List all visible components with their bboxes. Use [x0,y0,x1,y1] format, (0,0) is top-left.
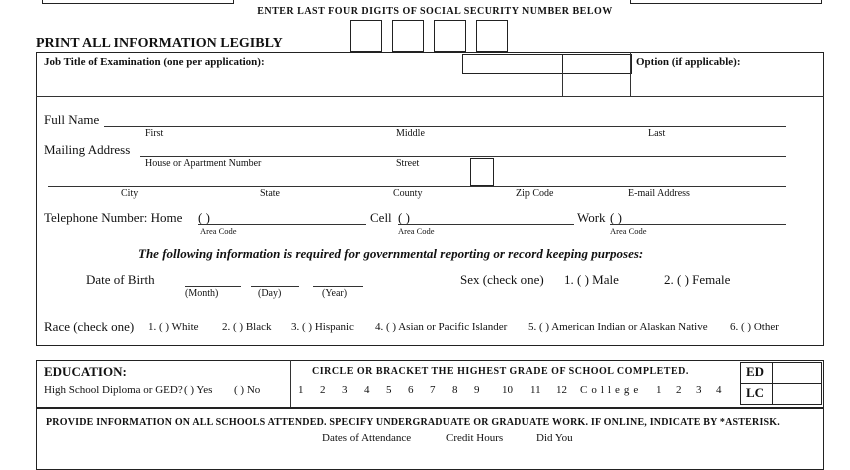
home-area-paren: ( ) [198,210,210,225]
race-option-black[interactable]: 2. ( ) Black [222,321,272,333]
grade-3[interactable]: 3 [342,384,348,396]
dob-month-caption: (Month) [185,288,219,299]
college-year-2[interactable]: 2 [676,384,682,396]
ssn-digit-box[interactable] [434,20,466,52]
dob-year-caption: (Year) [322,288,348,299]
dob-day-field[interactable] [251,272,299,287]
work-phone-field[interactable] [610,210,786,225]
top-right-box [630,0,822,4]
grade-10[interactable]: 10 [502,384,513,396]
cell-label: Cell [370,210,392,225]
dates-of-attendance-header: Dates of Attendance [322,432,412,444]
did-you-header: Did You [536,432,573,444]
high-school-no[interactable]: ( ) No [234,384,261,396]
governmental-notice: The following information is required for governmental reporting or record keeping purposes: [138,246,644,261]
credit-hours-header: Credit Hours [446,432,504,444]
county-caption: County [393,188,423,199]
high-school-question: High School Diploma or GED? [44,384,183,396]
grade-9[interactable]: 9 [474,384,480,396]
grade-11[interactable]: 11 [530,384,541,396]
city-state-field[interactable] [48,172,786,187]
sex-label: Sex (check one) [460,272,544,287]
college-label: College [580,384,643,396]
cell-phone-field[interactable] [398,210,574,225]
dob-year-field[interactable] [313,272,363,287]
race-option-american-indian[interactable]: 5. ( ) American Indian or Alaskan Native [528,321,708,333]
race-option-asian[interactable]: 4. ( ) Asian or Pacific Islander [375,321,508,333]
race-option-hispanic[interactable]: 3. ( ) Hispanic [291,321,354,333]
state-caption: State [260,188,280,199]
print-legibly-heading: PRINT ALL INFORMATION LEGIBLY [36,36,283,51]
dob-month-field[interactable] [185,272,241,287]
home-area-code-caption: Area Code [200,226,237,236]
job-title-box-1[interactable] [462,54,564,74]
college-year-1[interactable]: 1 [656,384,662,396]
first-name-caption: First [145,128,164,139]
top-left-box [42,0,234,4]
telephone-home-label: Telephone Number: Home [44,210,183,225]
street-caption: Street [396,158,420,169]
ed-code-label: ED [746,364,765,379]
date-of-birth-label: Date of Birth [86,272,155,287]
ssn-digit-box[interactable] [476,20,508,52]
college-year-4[interactable]: 4 [716,384,722,396]
last-name-caption: Last [648,128,666,139]
lc-code-label: LC [746,385,765,400]
race-option-white[interactable]: 1. ( ) White [148,321,199,333]
dob-day-caption: (Day) [258,288,282,299]
schools-instruction: PROVIDE INFORMATION ON ALL SCHOOLS ATTENDED. SPECIFY UNDERGRADUATE OR GRADUATE WORK. IF ONLINE, INDICATE BY *ASTERISK. [46,417,780,428]
home-phone-field[interactable] [198,210,366,225]
sex-female-option[interactable]: 2. ( ) Female [664,272,731,287]
mailing-address-field[interactable] [140,142,786,157]
work-area-paren: ( ) [610,210,622,225]
grade-7[interactable]: 7 [430,384,436,396]
sex-male-option[interactable]: 1. ( ) Male [564,272,619,287]
race-option-other[interactable]: 6. ( ) Other [730,321,779,333]
grade-8[interactable]: 8 [452,384,458,396]
work-label: Work [577,210,606,225]
grade-2[interactable]: 2 [320,384,326,396]
mailing-address-label: Mailing Address [44,142,131,157]
job-title-box-2[interactable] [562,54,632,74]
option-divider [630,52,631,96]
option-label: Option (if applicable): [636,56,741,68]
option-divider [562,72,563,96]
education-divider [290,360,291,407]
high-school-yes[interactable]: ( ) Yes [184,384,213,396]
ed-code-entry-box[interactable] [772,362,822,384]
email-caption: E-mail Address [628,188,690,199]
job-title-bottom-rule [36,96,824,97]
grade-1[interactable]: 1 [298,384,304,396]
lc-code-entry-box[interactable] [772,383,822,405]
middle-name-caption: Middle [396,128,425,139]
circle-grade-instruction: CIRCLE OR BRACKET THE HIGHEST GRADE OF SCHOOL COMPLETED. [312,366,689,377]
cell-area-code-caption: Area Code [398,226,435,236]
job-title-label: Job Title of Examination (one per application): [44,56,265,68]
ssn-digit-box[interactable] [350,20,382,52]
zip-code-caption: Zip Code [516,188,554,199]
cell-area-paren: ( ) [398,210,410,225]
house-number-caption: House or Apartment Number [145,158,262,169]
education-title: EDUCATION: [44,364,127,379]
city-caption: City [121,188,139,199]
ssn-digit-box[interactable] [392,20,424,52]
race-label: Race (check one) [44,319,135,334]
ssn-instruction: ENTER LAST FOUR DIGITS OF SOCIAL SECURITY NUMBER BELOW [257,6,613,17]
grade-12[interactable]: 12 [556,384,567,396]
college-year-3[interactable]: 3 [696,384,702,396]
work-area-code-caption: Area Code [610,226,647,236]
grade-5[interactable]: 5 [386,384,392,396]
full-name-label: Full Name [44,112,100,127]
full-name-field[interactable] [104,112,786,127]
grade-4[interactable]: 4 [364,384,370,396]
grade-6[interactable]: 6 [408,384,414,396]
